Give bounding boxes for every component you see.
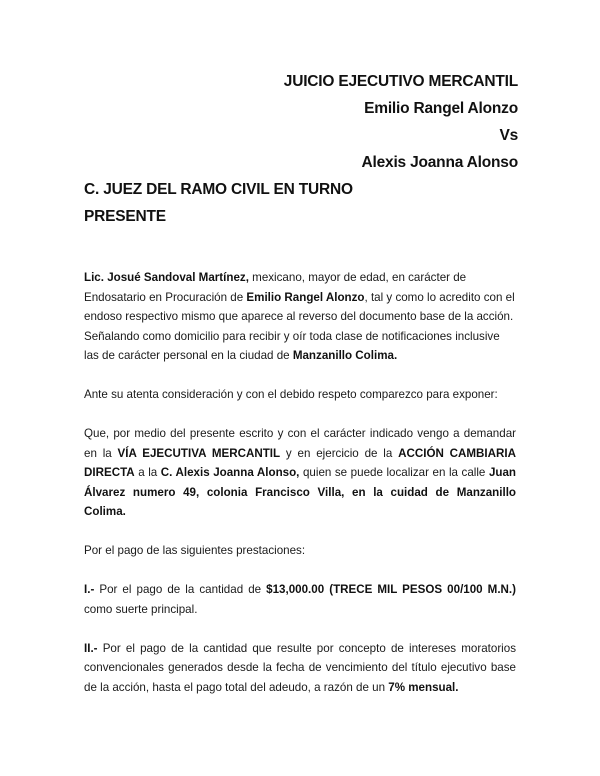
item-two: [84, 639, 516, 698]
city-ref: Manzanillo Colima.: [292, 349, 398, 362]
defendant-ref: C. Alexis Joanna Alonso,: [160, 466, 300, 479]
rate-ref: 7% mensual.: [388, 680, 459, 694]
addressee-block: [84, 176, 353, 230]
judge-title: C. JUEZ DEL RAMO CIVIL EN TURNO: [84, 181, 353, 198]
case-header: [284, 68, 518, 176]
defendant-name: Alexis Joanna Alonso: [361, 154, 518, 171]
item-number: II.-: [84, 641, 98, 655]
plaintiff-ref: Emilio Rangel Alonzo: [246, 290, 365, 304]
item-one: [84, 580, 516, 619]
paragraph-attorney: [84, 268, 516, 366]
amount-ref: $13,000.00 (TRECE MIL PESOS 00/100 M.N.): [266, 583, 517, 596]
via-ref: VÍA EJECUTIVA MERCANTIL: [117, 446, 281, 460]
item-number: I.-: [84, 583, 95, 596]
paragraph-demand: [84, 424, 516, 522]
document-body: [84, 268, 516, 717]
text-span: Que, por medio del presente escrito y con el carácter indicado vengo a demandar en la: [84, 427, 516, 460]
text-span: como suerte principal.: [84, 602, 198, 616]
text-span: y en ejercicio de la: [280, 446, 399, 460]
present-label: PRESENTE: [84, 208, 166, 225]
case-type: JUICIO EJECUTIVO MERCANTIL: [283, 73, 518, 90]
text-span: Por el pago de la cantidad de: [94, 583, 267, 596]
text-span: Por el pago de la cantidad que resulte por concepto de intereses moratorios convencionales generados desde la fecha de vencimiento del título ejecutivo base de la acción, hasta el pago total del adeudo, a razón de un: [84, 641, 516, 694]
text-span: a la: [134, 466, 161, 479]
attorney-name: Lic. Josué Sandoval Martínez,: [84, 271, 249, 284]
accion-ref: ACCIÓN CAMBIARIA DIRECTA: [84, 446, 516, 479]
paragraph-prestaciones: Por el pago de las siguientes prestaciones:: [84, 544, 306, 557]
address-ref: Juan Álvarez numero 49, colonia Francisco Villa, en la cuidad de Manzanillo Colima.: [84, 466, 516, 518]
text-span: quien se puede localizar en la calle: [299, 466, 489, 479]
plaintiff-name: Emilio Rangel Alonzo: [364, 100, 518, 117]
text-span: , tal y como lo acredito con el endoso respectivo mismo que aparece al reverso del documento base de la acción. Señalando como domicilio para recibir y oír toda clase de notificaciones inclusive las de carácter personal en la ciudad de: [84, 290, 515, 362]
paragraph-intro: Ante su atenta consideración y con el debido respeto comparezco para exponer:: [84, 388, 498, 401]
text-span: mexicano, mayor de edad, en carácter de Endosatario en Procuración de: [84, 271, 467, 304]
versus-label: Vs: [499, 127, 518, 144]
